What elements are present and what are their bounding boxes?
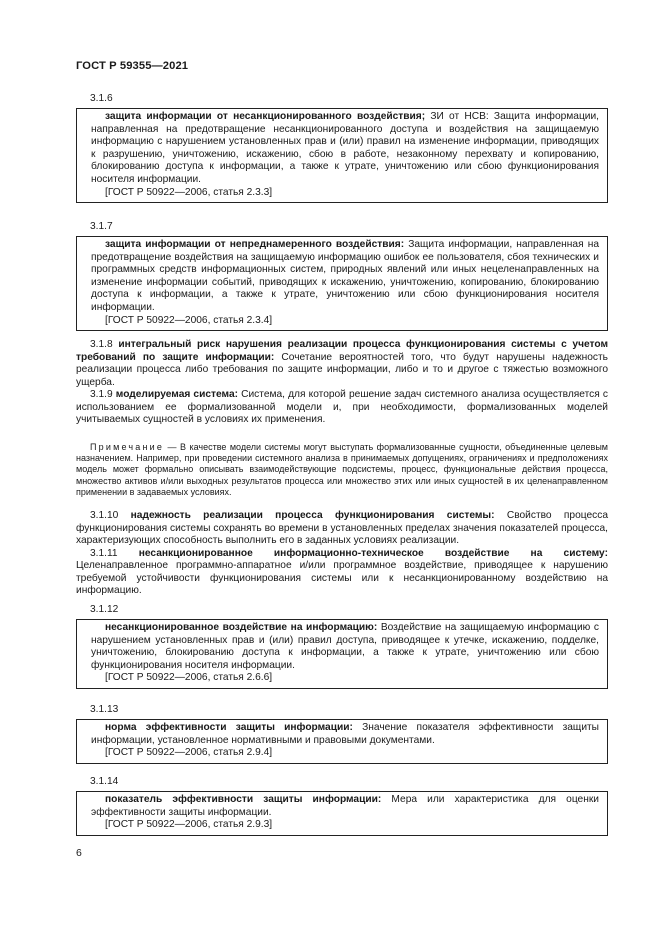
note-paragraph (76, 442, 608, 498)
term-definition (91, 794, 599, 819)
term-number-3-1-14: 3.1.14 (90, 776, 119, 787)
definition-text: Целенаправленное программно-аппаратное и/или программное воздействие, приводящее к нарушению требуемой устойчивости функционирования системы или к несанкционированному воздействию на информацию. (76, 560, 608, 596)
definition-text: Свойство процесса функционирования системы сохранять во времени в установленных пределах значения показателей процесса, характеризующих способность выполнить его в заданных условиях реализации. (76, 510, 608, 546)
term-box-3-1-14 (76, 791, 608, 836)
note-text: — В качестве модели системы могут выступать формализованные сущности, объединенные целевым назначением. Например, при проведении системного анализа в принимаемых допущениях, ограничениях и предположениях модель может формально описывать взаимодействующие подсистемы, процесс, функциональные действия процесса, множество активов и/или выходных результатов процесса или множество этих или иных сущностей в их целенаправленном применении в задаваемых условиях. (76, 442, 608, 497)
definition-text: Система, для которой решение задач системного анализа осуществляется с использованием ее формализованной модели и, при необходимости, формализованных моделей учитываемых сущностей в условиях их применения. (76, 389, 608, 425)
term-number-3-1-6: 3.1.6 (90, 93, 113, 104)
note-label: Примечание (90, 442, 165, 452)
term-number-3-1-12: 3.1.12 (90, 604, 119, 615)
term-3-1-9 (76, 389, 608, 427)
term-title: несанкционированное воздействие на информацию: (105, 622, 378, 633)
term-number-3-1-7: 3.1.7 (90, 221, 113, 232)
term-title: показатель эффективности защиты информации: (105, 794, 382, 805)
term-source: [ГОСТ Р 50922—2006, статья 2.3.4] (105, 314, 273, 326)
term-title: защита информации от несанкционированного воздействия; (105, 111, 426, 122)
term-source: [ГОСТ Р 50922—2006, статья 2.6.6] (105, 672, 273, 684)
term-number: 3.1.10 (90, 510, 119, 521)
definition-text: Значение показателя эффективности защиты информации, установленное нормативными и правовыми документами. (91, 722, 599, 746)
term-3-1-8 (76, 339, 608, 389)
definition-text: Воздействие на защищаемую информацию с нарушением установленных прав и (или) правил доступа, приводящее к утечке, искажению, подделке, уничтожению, блокированию доступа к информации, а также к утрате, уничтожению или сбою функционирования носителя информации. (91, 622, 599, 671)
term-number: 3.1.8 (90, 339, 113, 350)
page-number: 6 (76, 847, 82, 859)
term-box-3-1-12 (76, 619, 608, 689)
term-definition (91, 111, 599, 187)
terms-block-3-1-10-3-1-11 (76, 510, 608, 598)
term-3-1-10 (76, 510, 608, 548)
term-box-3-1-13 (76, 719, 608, 764)
definition-text: ЗИ от НСВ: Защита информации, направленная на предотвращение несанкционированного доступа и воздействия на защищаемую информацию с нарушением установленных прав и (или) правил на изменение информации, приводящих к разрушению, уничтожению, искажению, сбою в работе, незаконному перехвату и копированию, блокированию доступа к информации, а также к утрате, уничтожению или сбою функционирования носителя информации. (91, 111, 599, 185)
term-title: моделируемая система: (115, 389, 239, 400)
term-definition (91, 239, 599, 315)
term-title: несанкционированное информационно-техническое воздействие на систему: (138, 547, 608, 559)
note-block (76, 442, 608, 498)
term-source: [ГОСТ Р 50922—2006, статья 2.9.3] (105, 819, 273, 831)
term-title: надежность реализации процесса функционирования системы: (130, 510, 495, 521)
term-box-3-1-6 (76, 108, 608, 203)
term-number: 3.1.11 (90, 547, 118, 559)
term-definition (91, 722, 599, 747)
term-source: [ГОСТ Р 50922—2006, статья 2.9.4] (105, 747, 273, 759)
term-3-1-11 (76, 548, 608, 598)
term-title: интегральный риск нарушения реализации процесса функционирования системы с учетом требований по защите информации: (76, 339, 608, 363)
definition-text: Сочетание вероятностей того, что будут нарушены надежность реализации процесса либо требования по защите информации, либо и то и другое с тяжестью возможного ущерба. (76, 351, 608, 388)
term-title: норма эффективности защиты информации: (105, 722, 353, 733)
definition-text: Защита информации, направленная на предотвращение воздействия на защищаемую информацию ошибок ее пользователя, сбоя технических и программных средств информационных систем, природных явлений или иных нецеленаправленных на изменение информации событий, приводящих к искажению, уничтожению, копированию, блокированию доступа к информации, а также к утрате, уничтожению или сбою функционирования носителя информации. (91, 239, 599, 313)
terms-block-3-1-8-3-1-9 (76, 339, 608, 427)
term-source: [ГОСТ Р 50922—2006, статья 2.3.3] (105, 186, 273, 198)
standard-header: ГОСТ Р 59355—2021 (76, 60, 189, 72)
term-title: защита информации от непреднамеренного воздействия: (105, 239, 405, 250)
term-number: 3.1.9 (90, 389, 113, 400)
definition-text: Мера или характеристика для оценки эффективности защиты информации. (91, 794, 599, 818)
term-number-3-1-13: 3.1.13 (90, 704, 119, 715)
term-box-3-1-7 (76, 236, 608, 331)
term-definition (91, 622, 599, 672)
